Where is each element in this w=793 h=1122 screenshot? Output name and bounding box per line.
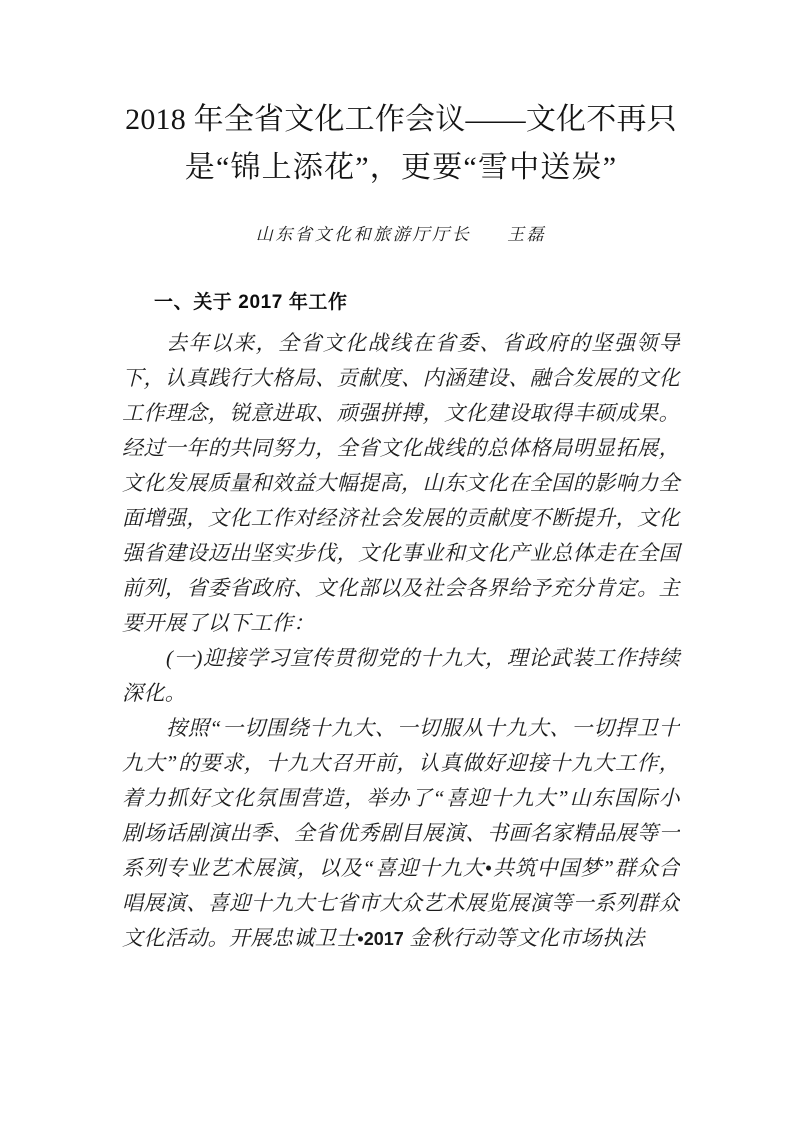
paragraph: 去年以来，全省文化战线在省委、省政府的坚强领导下，认真践行大格局、贡献度、内涵建设、融合发展的文化工作理念，锐意进取、顽强拼搏，文化建设取得丰硕成果。经过一年的共同努力，全省文化战线的总体格局明显拓展，文化发展质量和效益大幅提高，山东文化在全国的影响力全面增强，文化工作对经济社会发展的贡献度不断提升，文化强省建设迈出坚实步伐，文化事业和文化产业总体走在全国前列，省委省政府、文化部以及社会各界给予充分肯定。主要开展了以下工作： (122, 331, 680, 635)
page-title (122, 0, 680, 192)
paragraph-text: 按照“一切围绕十九大、一切服从十九大、一切捍卫十九大”的要求，十九大召开前，认真做好迎接十九大工作，着力抓好文化氛围营造，举办了“喜迎十九大”山东国际小剧场话剧演出季、全省优秀剧目展演、书画名家精品展等一系列专业艺术展演，以及“喜迎十九大•共筑中国梦”群众合唱展演、喜迎十九大七省市大众艺术展览展演等一系列群众文化活动。开展忠诚卫士 (122, 716, 680, 950)
section-heading-1: 一、关于 2017 年工作 (154, 292, 348, 313)
byline-author: 王磊 (507, 225, 547, 244)
title-line-2: 是“锦上添花”，更要“雪中送炭” (184, 151, 618, 184)
paragraph-tail: 金秋行动等文化市场执法 (403, 926, 645, 950)
section-body-1 (122, 320, 680, 957)
paragraph (122, 711, 680, 957)
paragraph: (一)迎接学习宣传贯彻党的十九大，理论武装工作持续深化。 (122, 646, 680, 705)
byline (122, 192, 680, 248)
document-content (122, 0, 680, 957)
emphasis-run: •2017 (357, 929, 404, 949)
byline-affiliation: 山东省文化和旅游厅厅长 (255, 225, 472, 244)
title-line-1: 2018 年全省文化工作会议——文化不再只 (125, 103, 677, 136)
